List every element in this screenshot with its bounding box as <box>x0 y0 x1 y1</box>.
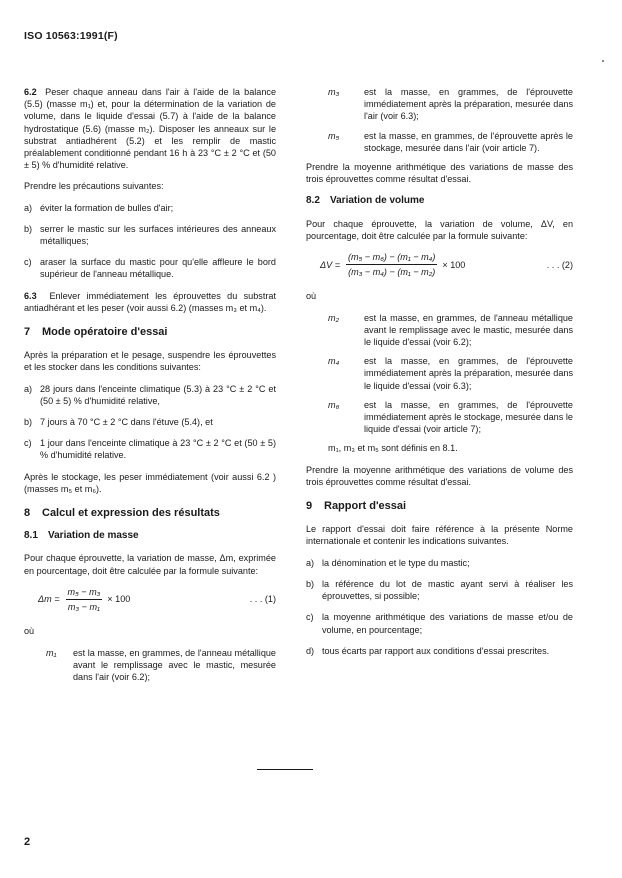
precautions-intro: Prendre les précautions suivantes: <box>24 181 164 192</box>
equation-denominator: (m₃ − m₄) − (m₁ − m₂) <box>348 267 436 278</box>
equation-lhs: ΔV = <box>320 259 341 270</box>
equation-fraction <box>66 586 103 613</box>
equation-numerator: (m₅ − m₆) − (m₁ − m₄) <box>346 251 437 265</box>
subsection-heading-8-1: 8.1 Variation de masse <box>24 530 139 542</box>
list-item: a) 28 jours dans l'enceinte climatique (5.3) à 23 °C ± 2 °C et (50 ± 5) % d'humidité relative, <box>24 383 276 406</box>
equation-multiplier: × 100 <box>442 259 466 270</box>
left-column <box>24 86 276 689</box>
equation-numerator: m₅ − m₃ <box>66 586 103 600</box>
equation-denominator: m₃ − m₁ <box>67 602 100 613</box>
paragraph-7: Après la préparation et le pesage, suspendre les éprouvettes et les stocker dans les conditions suivantes: <box>24 350 276 373</box>
end-rule <box>257 769 313 770</box>
definition-item: m₆ est la masse, en grammes, de l'éprouvette immédiatement après le stockage, mesurée dans le liquide d'essai (voir article 7); <box>328 399 573 435</box>
where-label: où <box>306 291 317 302</box>
list-item: c) 1 jour dans l'enceinte climatique à 23 °C ± 2 °C et (50 ± 5) % d'humidité relative. <box>24 438 276 461</box>
paragraph-mean-volume: Prendre la moyenne arithmétique des variations de volume des trois éprouvettes comme résultat d'essai. <box>306 464 573 487</box>
equation-lhs: Δm = <box>38 594 60 605</box>
paragraph-8-2: Pour chaque éprouvette, la variation de volume, ΔV, en pourcentage, doit être calculée par la formule suivante: <box>306 218 573 241</box>
list-item: b) serrer le mastic sur les surfaces intérieures des anneaux métalliques; <box>24 223 276 247</box>
definition-item: m₂ est la masse, en grammes, de l'anneau métallique avant le remplissage avec le mastic, mesurée dans le liquide d'essai (voir 6.2); <box>328 312 573 348</box>
equation-1 <box>24 586 276 613</box>
paragraph-storage: Après le stockage, les peser immédiatement (voir aussi 6.2 ) (masses m₅ et m₆). <box>24 471 276 494</box>
equation-fraction <box>346 251 437 278</box>
list-item: c) araser la surface du mastic pour qu'elle affleure le bord supérieur de l'anneau métallique. <box>24 257 276 280</box>
paragraph-6-2 <box>24 86 276 171</box>
list-item: a) la dénomination et le type du mastic; <box>306 557 470 568</box>
definition-item: m₁ est la masse, en grammes, de l'anneau métallique avant le remplissage avec le mastic, mesurée dans l'air (voir 6.2); <box>46 647 276 682</box>
clause-text: Peser chaque anneau dans l'air à l'aide de la balance (5.5) (masse m₁) et, pour la détermination de la variation de volume, dans le liquide d'essai (5.7) à l'aide de la balance hydrostatique (5.6) (masse m₂). Disposer les anneaux sur le substrat antiadhérent (5.2) et les remplir de mastic préalablement conditionné pendant 16 h à 23 °C ± 2 °C et (50 ± 5) % d'humidité relative. <box>24 87 277 171</box>
equation-number: . . . (1) <box>249 594 276 605</box>
paragraph-mean-mass: Prendre la moyenne arithmétique des variations de masse des trois éprouvettes comme résultat d'essai. <box>306 162 573 185</box>
defined-note: m₁, m₃ et m₅ sont définis en 8.1. <box>328 443 458 454</box>
clause-text: Enlever immédiatement les éprouvettes du substrat antiadhérant et les peser (voir aussi 6.2) (masses m₃ et m₄). <box>24 290 276 313</box>
section-heading-9: 9 Rapport d'essai <box>306 500 407 513</box>
paragraph-8-1: Pour chaque éprouvette, la variation de masse, Δm, exprimée en pourcentage, doit être calculée par la formule suivante: <box>24 553 276 576</box>
document-header: ISO 10563:1991(F) <box>24 30 118 42</box>
clause-number: 6.2 <box>24 87 37 97</box>
paragraph-9: Le rapport d'essai doit faire référence à la présente Norme internationale et contenir les indications suivantes. <box>306 524 573 547</box>
paragraph-6-3 <box>24 290 276 314</box>
list-item: c) la moyenne arithmétique des variations de masse et/ou de volume, en pourcentage; <box>306 612 573 635</box>
page-number: 2 <box>24 836 31 848</box>
right-column <box>306 86 573 666</box>
definition-item: m₄ est la masse, en grammes, de l'éprouvette immédiatement après la préparation, mesurée dans le liquide d'essai (voir 6.3); <box>328 356 573 391</box>
list-item: b) la référence du lot de mastic ayant servi à réaliser les éprouvettes, si possible; <box>306 578 573 602</box>
list-item: d) tous écarts par rapport aux conditions d'essai prescrites. <box>306 645 550 656</box>
clause-number: 6.3 <box>24 290 37 301</box>
subsection-heading-8-2: 8.2 Variation de volume <box>306 195 425 207</box>
list-item: a) éviter la formation de bulles d'air; <box>24 202 174 213</box>
equation-2 <box>306 251 573 278</box>
equation-number: . . . (2) <box>546 259 573 270</box>
section-heading-8: 8 Calcul et expression des résultats <box>24 507 220 520</box>
definition-item: m₅ est la masse, en grammes, de l'éprouvette après le stockage, mesurée dans l'air (voir article 7). <box>328 130 573 153</box>
definition-item: m₃ est la masse, en grammes, de l'éprouvette immédiatement après la préparation, mesurée dans l'air (voir 6.3); <box>328 87 573 122</box>
list-item: b) 7 jours à 70 °C ± 2 °C dans l'étuve (5.4), et <box>24 417 213 428</box>
page-speck <box>602 60 604 62</box>
where-label: où <box>24 626 35 637</box>
equation-multiplier: × 100 <box>107 594 131 605</box>
section-heading-7: 7 Mode opératoire d'essai <box>24 326 168 339</box>
